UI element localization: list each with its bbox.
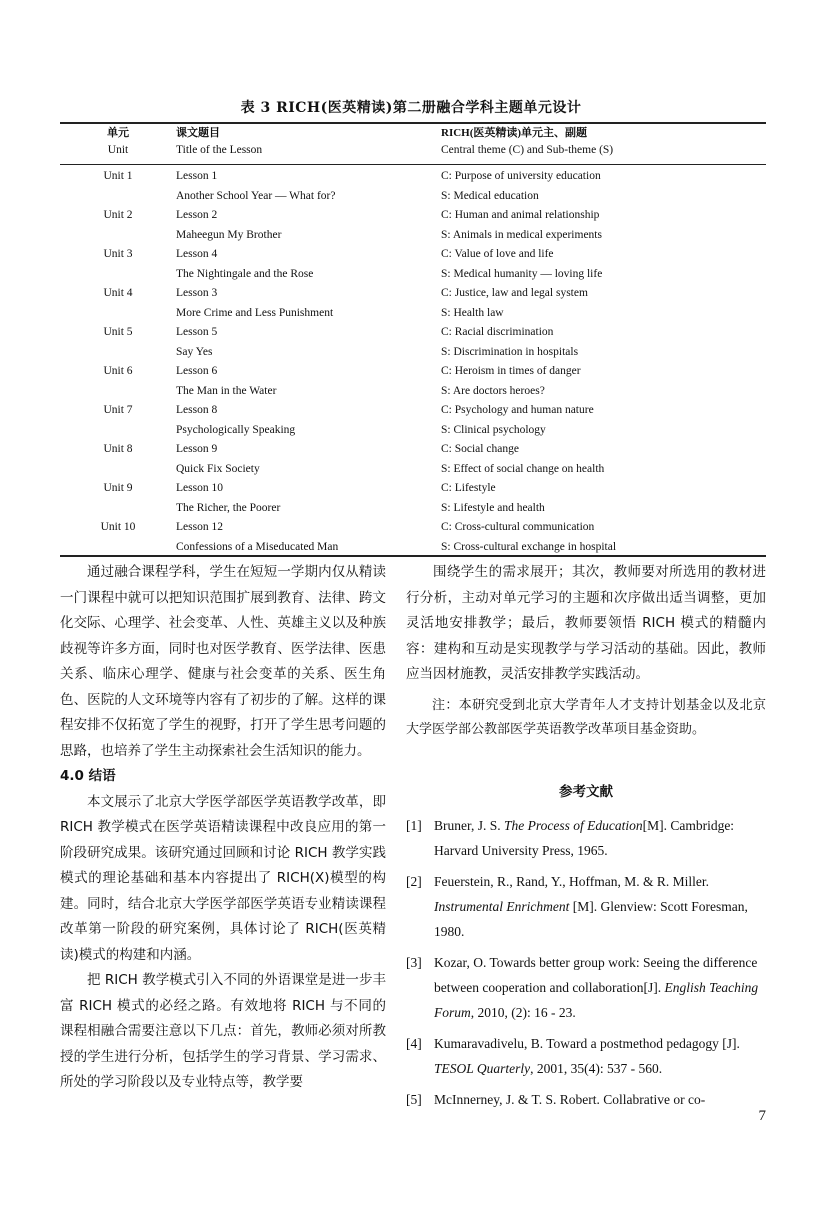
table-row xyxy=(60,206,766,245)
reference-item xyxy=(406,1087,766,1112)
sub-theme-cell: S: Medical education xyxy=(441,189,539,202)
central-theme-cell: C: Value of love and life xyxy=(441,248,554,260)
lesson-title-cell: Psychologically Speaking xyxy=(176,423,296,436)
table-bottom-rule xyxy=(60,555,766,557)
reference-text: Kozar, O. Towards better group work: Seeing the difference between cooperation and collaboration[J]. xyxy=(434,955,758,995)
central-theme-cell: C: Racial discrimination xyxy=(441,326,554,338)
references-heading: 参考文献 xyxy=(559,783,613,800)
unit-cell: Unit 4 xyxy=(103,287,133,299)
unit-cell: Unit 5 xyxy=(103,326,133,338)
right-column xyxy=(406,560,766,1118)
theme-unit-table xyxy=(60,122,766,557)
table-row xyxy=(60,323,766,362)
paragraph: 本文展示了北京大学医学部医学英语教学改革，即 RICH 教学模式在医学英语精读课程中改良应用的第一阶段研究成果。该研究通过回顾和讨论 RICH 教学实践模式的理论基础和基本内容提出了 RICH(X)模型的构建。同时，结合北京大学医学部医学英语专业精读课程改革第一阶段的研究案例，具体讨论了 RICH(医英精读)模式的构建和内涵。 xyxy=(60,793,386,963)
lesson-title-cell: Another School Year — What for? xyxy=(176,189,336,202)
reference-number: [4] xyxy=(406,1036,422,1051)
table-header xyxy=(60,122,766,164)
reference-item xyxy=(406,813,766,863)
reference-text: Bruner, J. S. xyxy=(434,818,504,833)
unit-cell: Unit 9 xyxy=(103,482,133,494)
lesson-number-cell: Lesson 6 xyxy=(176,365,218,377)
header-lesson: 课文题目 Title of the Lesson xyxy=(176,127,263,156)
reference-details: , 2001, 35(4): 537 - 560. xyxy=(530,1061,663,1076)
table-caption: 表 3 RICH(医英精读)第二册融合学科主题单元设计 xyxy=(240,100,582,116)
table-row xyxy=(60,362,766,401)
reference-source-title: English Teaching Forum xyxy=(434,980,759,1020)
lesson-number-cell: Lesson 12 xyxy=(176,521,223,533)
lesson-title-cell: The Man in the Water xyxy=(176,384,277,397)
lesson-number-cell: Lesson 10 xyxy=(176,482,223,494)
unit-cell: Unit 7 xyxy=(103,404,133,416)
references-list xyxy=(406,813,766,1112)
lesson-title-cell: Confessions of a Miseducated Man xyxy=(176,540,339,553)
lesson-number-cell: Lesson 5 xyxy=(176,326,218,338)
sub-theme-cell: S: Cross-cultural exchange in hospital xyxy=(441,540,617,553)
lesson-number-cell: Lesson 1 xyxy=(176,170,218,182)
reference-source-title: TESOL Quarterly xyxy=(434,1061,531,1076)
unit-cell: Unit 2 xyxy=(103,209,133,221)
central-theme-cell: C: Heroism in times of danger xyxy=(441,365,581,377)
reference-number: [2] xyxy=(406,874,422,889)
lesson-title-cell: The Richer, the Poorer xyxy=(176,501,281,514)
paragraph: 围绕学生的需求展开；其次，教师要对所选用的教材进行分析，主动对单元学习的主题和次序做出适当调整，更加灵活地安排教学；最后，教师要领悟 RICH 模式的精髓内容：建构和互动是实现教学与学习活动的基础。因此，教师应当因材施教，灵活安排教学实践活动。 xyxy=(406,564,766,682)
paragraph: 通过融合课程学科，学生在短短一学期内仅从精读一门课程中就可以把知识范围扩展到教育、法律、跨文化交际、心理学、社会变革、人性、英雄主义以及种族歧视等许多方面，同时也对医学教育、医学法律、医患关系、临床心理学、健康与社会变革的关系、医生角色、医院的人文环境等内容有了初步的了解。这样的课程安排不仅拓宽了学生的视野，打开了学生思考问题的思路，也培养了学生主动探索社会生活知识的能力。 xyxy=(60,564,386,759)
reference-number: [1] xyxy=(406,818,422,833)
lesson-number-cell: Lesson 2 xyxy=(176,209,218,221)
table-row xyxy=(60,167,766,206)
reference-details: [M]. Cambridge: Harvard University Press, 1965. xyxy=(434,818,735,858)
central-theme-cell: C: Psychology and human nature xyxy=(441,404,594,416)
header-theme: RICH(医英精读)单元主、副题 Central theme (C) and Sub-theme (S) xyxy=(441,127,614,156)
reference-text: Kumaravadivelu, B. Toward a postmethod pedagogy [J]. xyxy=(434,1036,740,1051)
lesson-number-cell: Lesson 4 xyxy=(176,248,218,260)
reference-source-title: Instrumental Enrichment xyxy=(434,899,570,914)
page-number: 7 xyxy=(758,1108,766,1124)
central-theme-cell: C: Human and animal relationship xyxy=(441,209,600,221)
lesson-title-cell: Maheegun My Brother xyxy=(176,228,282,241)
table-row xyxy=(60,479,766,518)
reference-item xyxy=(406,950,766,1025)
reference-number: [5] xyxy=(406,1092,422,1107)
central-theme-cell: C: Social change xyxy=(441,443,519,455)
sub-theme-cell: S: Animals in medical experiments xyxy=(441,228,602,241)
unit-cell: Unit 3 xyxy=(103,248,133,260)
table-row xyxy=(60,245,766,284)
unit-cell: Unit 10 xyxy=(100,521,136,533)
reference-item xyxy=(406,869,766,944)
reference-item xyxy=(406,1031,766,1081)
central-theme-cell: C: Purpose of university education xyxy=(441,170,601,182)
table-row xyxy=(60,401,766,440)
table-body xyxy=(60,164,766,557)
lesson-title-cell: The Nightingale and the Rose xyxy=(176,267,314,280)
sub-theme-cell: S: Are doctors heroes? xyxy=(441,384,545,397)
lesson-title-cell: Say Yes xyxy=(176,345,213,358)
header-unit: 单元 Unit xyxy=(107,127,129,156)
table-row xyxy=(60,440,766,479)
sub-theme-cell: S: Effect of social change on health xyxy=(441,462,605,475)
lesson-title-cell: Quick Fix Society xyxy=(176,462,260,475)
section-heading: 4.0 结语 xyxy=(60,768,116,784)
reference-details: , 2010, (2): 16 - 23. xyxy=(470,1005,576,1020)
central-theme-cell: C: Lifestyle xyxy=(441,482,496,494)
sub-theme-cell: S: Clinical psychology xyxy=(441,423,546,436)
central-theme-cell: C: Cross-cultural communication xyxy=(441,521,595,533)
unit-cell: Unit 1 xyxy=(103,170,133,182)
reference-text: McInnerney, J. & T. S. Robert. Collabrative or co- xyxy=(434,1092,706,1107)
central-theme-cell: C: Justice, law and legal system xyxy=(441,287,588,299)
lesson-title-cell: More Crime and Less Punishment xyxy=(176,306,334,319)
table-row xyxy=(60,518,766,557)
reference-source-title: The Process of Education xyxy=(503,818,643,833)
reference-number: [3] xyxy=(406,955,422,970)
unit-cell: Unit 6 xyxy=(103,365,133,377)
reference-text: Feuerstein, R., Rand, Y., Hoffman, M. & R. Miller. xyxy=(434,874,709,889)
table-row xyxy=(60,284,766,323)
sub-theme-cell: S: Discrimination in hospitals xyxy=(441,345,579,358)
sub-theme-cell: S: Medical humanity — loving life xyxy=(441,267,603,280)
lesson-number-cell: Lesson 3 xyxy=(176,287,218,299)
unit-cell: Unit 8 xyxy=(103,443,133,455)
lesson-number-cell: Lesson 9 xyxy=(176,443,218,455)
reference-details: [M]. Glenview: Scott Foresman, 1980. xyxy=(434,899,748,939)
sub-theme-cell: S: Lifestyle and health xyxy=(441,501,545,514)
lesson-number-cell: Lesson 8 xyxy=(176,404,218,416)
paragraph: 把 RICH 教学模式引入不同的外语课堂是进一步丰富 RICH 模式的必经之路。有效地将 RICH 与不同的课程相融合需要注意以下几点：首先，教师必须对所教授的学生进行分析，包括学生的学习背景、学习需求、所处的学习阶段以及专业特点等，教学要 xyxy=(60,972,386,1090)
funding-note: 注：本研究受到北京大学青年人才支持计划基金以及北京大学医学部公教部医学英语教学改革项目基金资助。 xyxy=(406,697,766,737)
left-column xyxy=(60,560,386,1096)
sub-theme-cell: S: Health law xyxy=(441,306,504,319)
